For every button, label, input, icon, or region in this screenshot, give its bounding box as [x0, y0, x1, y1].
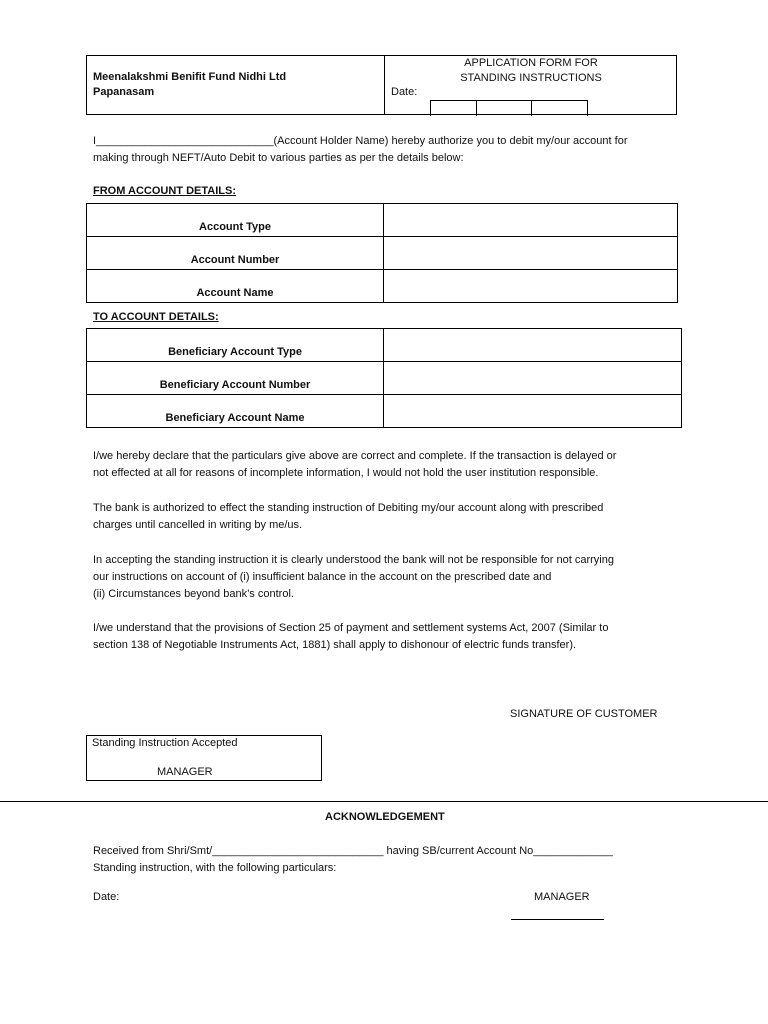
declaration-paragraph-3	[93, 552, 673, 603]
declaration-paragraph-1	[93, 448, 673, 482]
account-type-field[interactable]	[384, 204, 678, 237]
account-number-label: Account Number	[87, 237, 384, 270]
beneficiary-type-field[interactable]	[384, 329, 682, 362]
to-account-table	[86, 328, 682, 428]
declaration-1-line1: I/we hereby declare that the particulars give above are correct and complete. If the transaction is delayed or	[93, 450, 617, 462]
table-row	[87, 237, 678, 270]
from-account-title: FROM ACCOUNT DETAILS:	[93, 185, 236, 197]
declaration-4-line2: section 138 of Negotiable Instruments Act, 1881) shall apply to dishonour of electric funds transfer).	[93, 639, 577, 651]
account-name-label: Account Name	[87, 270, 384, 303]
beneficiary-name-field[interactable]	[384, 395, 682, 428]
account-type-label: Account Type	[87, 204, 384, 237]
account-number-field[interactable]	[384, 237, 678, 270]
manager-signature-line	[511, 919, 604, 920]
form-title	[385, 56, 677, 86]
acceptance-manager-label: MANAGER	[157, 766, 213, 778]
account-name-field[interactable]	[384, 270, 678, 303]
declaration-3-line3: (ii) Circumstances beyond bank’s control.	[93, 588, 294, 600]
declaration-3-line2: our instructions on account of (i) insufficient balance in the account on the prescribed date and	[93, 571, 552, 583]
form-title-line1: APPLICATION FORM FOR	[464, 57, 598, 69]
beneficiary-number-label: Beneficiary Account Number	[87, 362, 384, 395]
declaration-paragraph-2	[93, 500, 673, 534]
company-name: Meenalakshmi Benifit Fund Nidhi Ltd	[93, 71, 287, 83]
to-account-title: TO ACCOUNT DETAILS:	[93, 311, 219, 323]
declaration-3-line1: In accepting the standing instruction it is clearly understood the bank will not be responsible for not carrying	[93, 554, 614, 566]
acknowledgement-particulars-line: Standing instruction, with the following particulars:	[93, 862, 337, 874]
table-row	[87, 204, 678, 237]
acceptance-label: Standing Instruction Accepted	[92, 737, 238, 749]
declaration-4-line1: I/we understand that the provisions of Section 25 of payment and settlement systems Act, 2007 (Similar to	[93, 622, 609, 634]
date-cell-day[interactable]	[430, 100, 477, 116]
beneficiary-number-field[interactable]	[384, 362, 682, 395]
customer-signature-label: SIGNATURE OF CUSTOMER	[510, 708, 658, 720]
date-cell-year[interactable]	[531, 100, 588, 116]
declaration-2-line2: charges until cancelled in writing by me/us.	[93, 519, 303, 531]
table-row	[87, 395, 682, 428]
acknowledgement-manager-label: MANAGER	[534, 891, 590, 903]
acknowledgement-date-label: Date:	[93, 891, 120, 903]
acknowledgement-title: ACKNOWLEDGEMENT	[325, 811, 445, 823]
declaration-1-line2: not effected at all for reasons of incomplete information, I would not hold the user institution responsible.	[93, 467, 599, 479]
declaration-2-line1: The bank is authorized to effect the standing instruction of Debiting my/our account along with prescribed	[93, 502, 604, 514]
tear-off-divider	[0, 801, 768, 802]
table-row	[87, 270, 678, 303]
branch-name: Papanasam	[93, 86, 155, 98]
table-row	[87, 362, 682, 395]
table-row	[87, 329, 682, 362]
declaration-paragraph-4	[93, 620, 673, 654]
date-label: Date:	[391, 86, 418, 98]
from-account-table	[86, 203, 678, 303]
authorization-line2: making through NEFT/Auto Debit to various parties as per the details below:	[93, 152, 464, 164]
beneficiary-name-label: Beneficiary Account Name	[87, 395, 384, 428]
date-input-cells[interactable]	[430, 100, 587, 116]
date-cell-month[interactable]	[476, 100, 532, 116]
authorization-line1: I_____________________________(Account Holder Name) hereby authorize you to debit my/our account for	[93, 135, 628, 147]
form-title-line2: STANDING INSTRUCTIONS	[460, 72, 602, 84]
beneficiary-type-label: Beneficiary Account Type	[87, 329, 384, 362]
acknowledgement-received-line: Received from Shri/Smt/____________________________ having SB/current Account No_____________	[93, 845, 613, 857]
